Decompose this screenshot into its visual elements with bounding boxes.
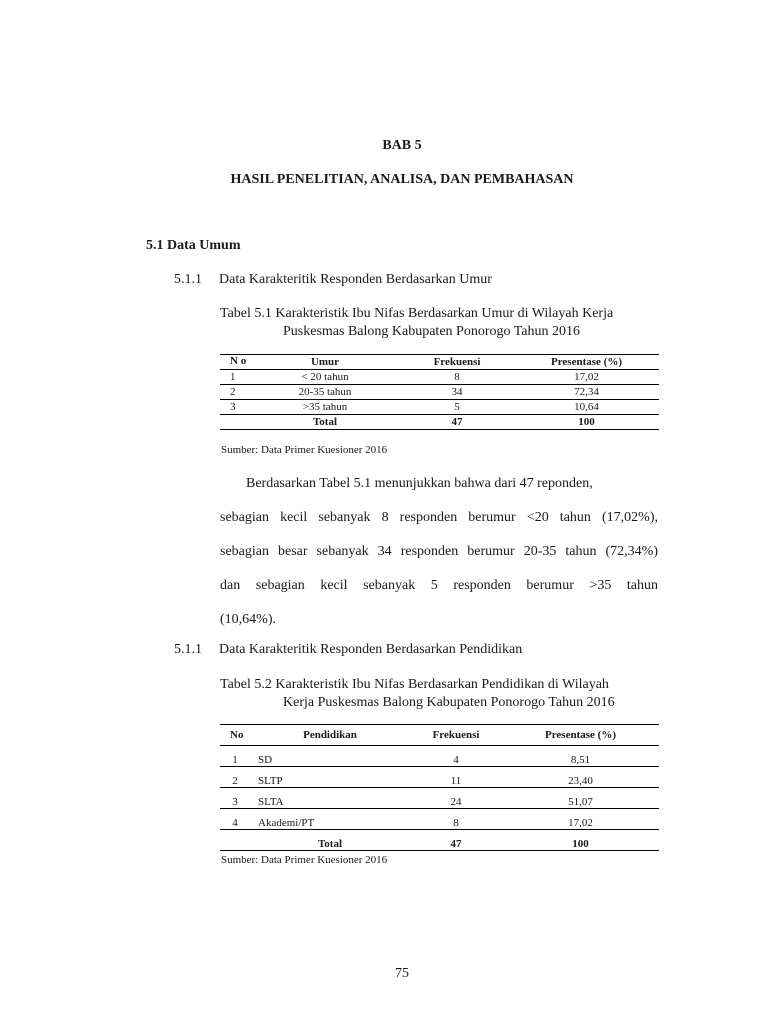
cell-presentase: 17,02 — [502, 809, 659, 830]
header-frekuensi: Frekuensi — [410, 725, 502, 746]
cell-frekuensi: 34 — [400, 385, 514, 400]
subsection-number: 5.1.1 — [174, 272, 202, 287]
cell-total-label: Total — [250, 415, 400, 430]
cell-frekuensi: 11 — [410, 767, 502, 788]
table-row — [220, 385, 659, 400]
header-no: N o — [220, 355, 250, 370]
cell-empty — [220, 830, 250, 851]
table2-caption-line1: Tabel 5.2 Karakteristik Ibu Nifas Berdasarkan Pendidikan di Wilayah — [220, 677, 609, 692]
paragraph-line: sebagian besar sebanyak 34 responden berumur 20-35 tahun (72,34%) — [220, 544, 658, 559]
section-title: 5.1 Data Umum — [146, 238, 241, 253]
cell-pendidikan: Akademi/PT — [250, 809, 410, 830]
cell-presentase: 23,40 — [502, 767, 659, 788]
cell-frekuensi: 24 — [410, 788, 502, 809]
cell-presentase: 17,02 — [514, 370, 659, 385]
table1-caption — [220, 305, 660, 341]
cell-no: 2 — [220, 385, 250, 400]
table2-caption — [220, 676, 660, 712]
cell-total-label: Total — [250, 830, 410, 851]
cell-pendidikan: SLTP — [250, 767, 410, 788]
header-umur: Umur — [250, 355, 400, 370]
cell-presentase: 8,51 — [502, 746, 659, 767]
table2-source: Sumber: Data Primer Kuesioner 2016 — [221, 854, 388, 866]
chapter-label: BAB 5 — [382, 138, 422, 153]
table1-caption-line2: Puskesmas Balong Kabupaten Ponorogo Tahun 2016 — [283, 324, 581, 339]
table-row — [220, 809, 659, 830]
cell-no: 1 — [220, 370, 250, 385]
header-presentase: Presentase (%) — [502, 725, 659, 746]
cell-frekuensi: 8 — [410, 809, 502, 830]
chapter-title: HASIL PENELITIAN, ANALISA, DAN PEMBAHASAN — [230, 172, 574, 187]
table1-source: Sumber: Data Primer Kuesioner 2016 — [221, 444, 388, 456]
header-frekuensi: Frekuensi — [400, 355, 514, 370]
cell-pendidikan: SD — [250, 746, 410, 767]
header-presentase: Presentase (%) — [514, 355, 659, 370]
cell-frekuensi: 5 — [400, 400, 514, 415]
cell-umur: 20-35 tahun — [250, 385, 400, 400]
page-number: 75 — [395, 966, 409, 981]
cell-total-frekuensi: 47 — [400, 415, 514, 430]
table-row — [220, 400, 659, 415]
subsection-pendidikan — [174, 642, 522, 658]
table2-caption-line2: Kerja Puskesmas Balong Kabupaten Ponorogo Tahun 2016 — [283, 695, 615, 710]
cell-total-presentase: 100 — [502, 830, 659, 851]
header-no: No — [220, 725, 250, 746]
cell-umur: >35 tahun — [250, 400, 400, 415]
cell-frekuensi: 8 — [400, 370, 514, 385]
cell-no: 3 — [220, 788, 250, 809]
paragraph-umur — [220, 467, 658, 637]
cell-umur: < 20 tahun — [250, 370, 400, 385]
table-row — [220, 370, 659, 385]
table-row — [220, 746, 659, 767]
cell-presentase: 51,07 — [502, 788, 659, 809]
header-pendidikan: Pendidikan — [250, 725, 410, 746]
cell-no: 2 — [220, 767, 250, 788]
cell-pendidikan: SLTA — [250, 788, 410, 809]
paragraph-line: (10,64%). — [220, 612, 276, 627]
table1-caption-line1: Tabel 5.1 Karakteristik Ibu Nifas Berdasarkan Umur di Wilayah Kerja — [220, 306, 614, 321]
cell-presentase: 10,64 — [514, 400, 659, 415]
table-row — [220, 767, 659, 788]
cell-no: 4 — [220, 809, 250, 830]
table-total-row — [220, 830, 659, 851]
subsection-number: 5.1.1 — [174, 642, 202, 657]
table-header-row — [220, 725, 659, 746]
cell-frekuensi: 4 — [410, 746, 502, 767]
paragraph-line: sebagian kecil sebanyak 8 responden berumur <20 tahun (17,02%), — [220, 510, 658, 525]
paragraph-line: dan sebagian kecil sebanyak 5 responden berumur >35 tahun — [220, 578, 658, 593]
cell-no: 3 — [220, 400, 250, 415]
cell-total-presentase: 100 — [514, 415, 659, 430]
table-pendidikan — [220, 724, 659, 851]
cell-empty — [220, 415, 250, 430]
table-total-row — [220, 415, 659, 430]
subsection-title: Data Karakteritik Responden Berdasarkan Pendidikan — [219, 642, 523, 657]
subsection-title: Data Karakteritik Responden Berdasarkan Umur — [219, 272, 492, 287]
cell-presentase: 72,34 — [514, 385, 659, 400]
table-row — [220, 788, 659, 809]
paragraph-line: Berdasarkan Tabel 5.1 menunjukkan bahwa dari 47 reponden, — [246, 476, 593, 491]
table-header-row — [220, 355, 659, 370]
subsection-umur — [174, 272, 492, 288]
cell-no: 1 — [220, 746, 250, 767]
cell-total-frekuensi: 47 — [410, 830, 502, 851]
table-umur — [220, 354, 659, 430]
